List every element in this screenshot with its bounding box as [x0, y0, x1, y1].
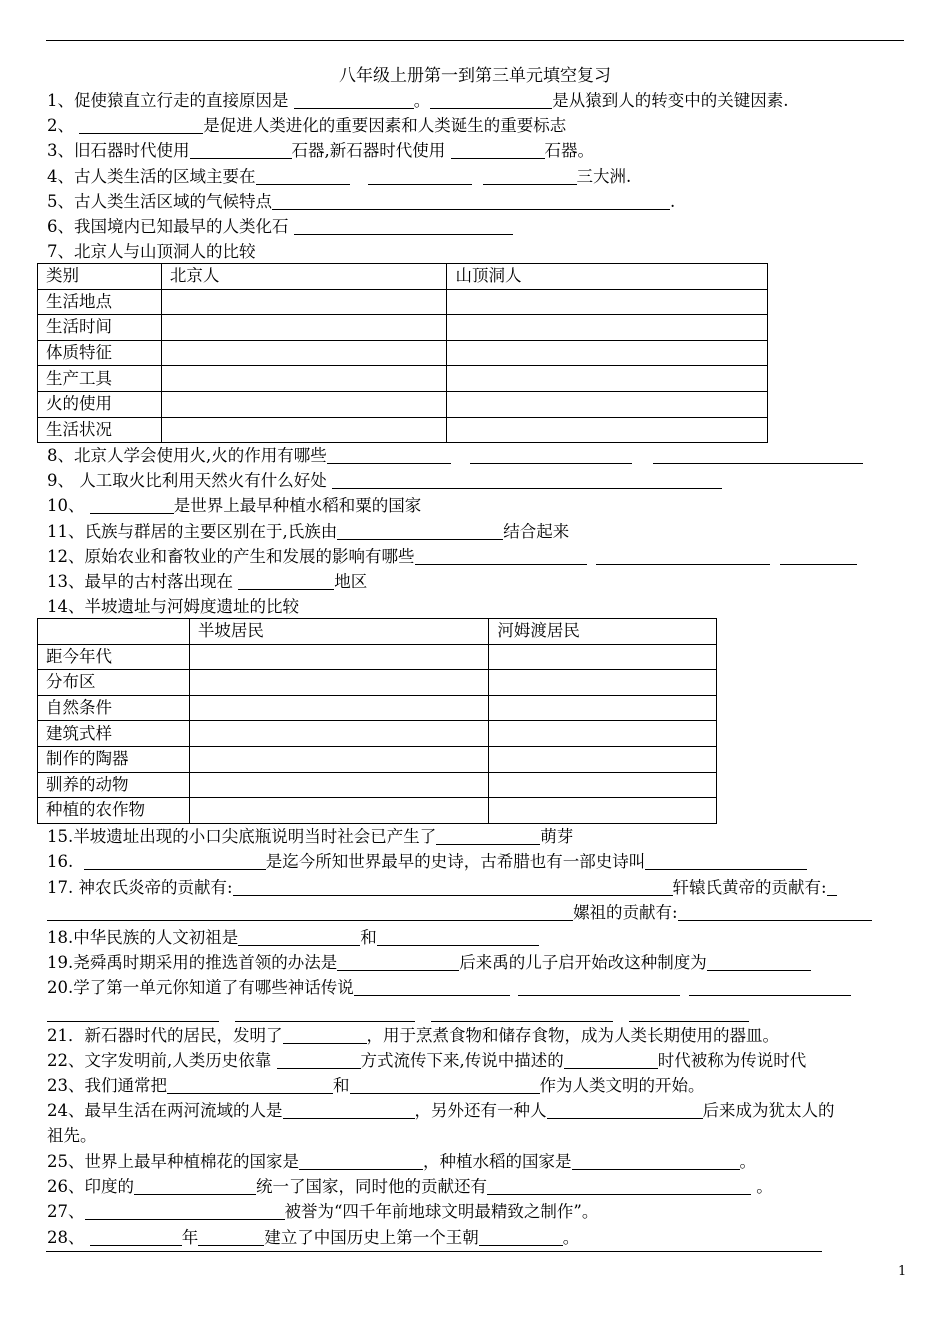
comparison-table-banpo-hemudu: [37, 618, 717, 824]
table-row: [38, 772, 717, 798]
q15-text-b: 萌芽: [540, 827, 574, 846]
q21-text-a: 21．新石器时代的居民，发明了: [47, 1026, 283, 1045]
answer-blank[interactable]: [134, 1177, 256, 1195]
answer-cell[interactable]: [489, 772, 717, 798]
answer-cell[interactable]: [161, 417, 447, 443]
q19-text-a: 19.尧舜禹时期采用的推选首领的办法是: [47, 953, 338, 972]
answer-blank[interactable]: [235, 1004, 415, 1022]
q21-text-b: ，用于烹煮食物和储存食物，成为人类长期使用的器皿。: [366, 1026, 779, 1045]
table-row: [38, 746, 717, 772]
q6-text-a: 6、我国境内已知最早的人类化石: [47, 217, 294, 236]
q19-text-b: 后来禹的儿子启开始改这种制度为: [459, 953, 707, 972]
answer-blank[interactable]: [368, 167, 472, 185]
header-cell: 类别: [38, 264, 162, 290]
answer-blank[interactable]: [47, 1004, 219, 1022]
q16-text-b: 是迄今所知世界最早的史诗，古希腊也有一部史诗叫: [265, 852, 646, 871]
q4-text-b: 三大洲.: [576, 167, 632, 186]
q4-text-a: 4、古人类生活的区域主要在: [47, 167, 256, 186]
table-row: [38, 644, 717, 670]
question-22: [47, 1050, 806, 1072]
q3-text-c: 石器。: [544, 141, 594, 160]
answer-cell[interactable]: [447, 340, 768, 366]
answer-cell[interactable]: [161, 366, 447, 392]
answer-blank[interactable]: [827, 878, 837, 896]
answer-blank[interactable]: [277, 1051, 361, 1069]
row-label: 火的使用: [38, 391, 162, 417]
table-row: [38, 417, 768, 443]
table-header-row: [38, 619, 717, 645]
answer-cell[interactable]: [189, 721, 488, 747]
q27-text-a: 27、: [47, 1202, 85, 1221]
answer-blank[interactable]: [332, 471, 722, 489]
question-13: [47, 571, 367, 593]
q28-text-a: 28、: [47, 1228, 90, 1247]
answer-blank[interactable]: [337, 522, 503, 540]
q22-text-a: 22、文字发明前,人类历史依靠: [47, 1051, 277, 1070]
answer-blank[interactable]: [629, 1004, 749, 1022]
table-row: [38, 798, 717, 824]
question-17-continued: [47, 902, 872, 924]
answer-cell[interactable]: [447, 366, 768, 392]
answer-blank[interactable]: [90, 1228, 182, 1246]
row-label: 距今年代: [38, 644, 190, 670]
answer-cell[interactable]: [161, 340, 447, 366]
answer-blank[interactable]: [645, 852, 807, 870]
q25-text-a: 25、世界上最早种植棉花的国家是: [47, 1152, 299, 1171]
table-row: [38, 289, 768, 315]
q15-text-a: 15.半坡遗址出现的小口尖底瓶说明当时社会已产生了: [47, 827, 437, 846]
row-label: 分布区: [38, 670, 190, 696]
q2-text-a: 2、: [47, 116, 80, 135]
answer-cell[interactable]: [489, 721, 717, 747]
q14-text-a: 14、半坡遗址与河姆度遗址的比较: [47, 597, 299, 616]
question-9: [47, 470, 722, 492]
row-label: 体质特征: [38, 340, 162, 366]
question-18: [47, 927, 539, 949]
table-row: [38, 315, 768, 341]
q1-text-a: 1、促使猿直立行走的直接原因是: [47, 91, 294, 110]
q10-text-a: 10、: [47, 496, 90, 515]
answer-cell[interactable]: [189, 644, 488, 670]
table-row: [38, 391, 768, 417]
question-6: [47, 216, 513, 238]
q25-text-b: ，种植水稻的国家是: [423, 1152, 572, 1171]
answer-cell[interactable]: [189, 695, 488, 721]
answer-blank[interactable]: [377, 928, 539, 946]
answer-blank[interactable]: [350, 1076, 540, 1094]
page-number: 1: [898, 1264, 907, 1279]
answer-blank[interactable]: [518, 978, 680, 996]
answer-blank[interactable]: [487, 1177, 751, 1195]
answer-cell[interactable]: [447, 391, 768, 417]
question-21: [47, 1025, 779, 1047]
q7-text-a: 7、北京人与山顶洞人的比较: [47, 242, 256, 261]
top-rule: [46, 40, 904, 41]
q10-text-b: 是世界上最早种植水稻和粟的国家: [173, 496, 422, 515]
header-cell: [38, 619, 190, 645]
q26-text-b: 统一了国家，同时他的贡献还有: [256, 1177, 487, 1196]
q25-text-c: 。: [739, 1152, 756, 1171]
q28-text-d: 。: [562, 1228, 580, 1247]
q2-text-b: 是促进人类进化的重要因素和人类诞生的重要标志: [203, 116, 567, 135]
q22-text-c: 时代被称为传说时代: [657, 1051, 807, 1070]
answer-cell[interactable]: [489, 695, 717, 721]
answer-blank[interactable]: [678, 903, 872, 921]
header-cell: 半坡居民: [189, 619, 488, 645]
answer-blank[interactable]: [780, 547, 857, 565]
q9-text-a: 9、 人工取火比利用天然火有什么好处: [47, 471, 332, 490]
answer-cell[interactable]: [447, 417, 768, 443]
answer-cell[interactable]: [189, 746, 488, 772]
answer-blank[interactable]: [354, 978, 510, 996]
q11-text-b: 结合起来: [503, 522, 570, 541]
q5-text-b: .: [670, 192, 676, 211]
q8-text-a: 8、北京人学会使用火,火的作用有哪些: [47, 446, 327, 465]
q12-text-a: 12、原始农业和畜牧业的产生和发展的影响有哪些: [47, 547, 415, 566]
q18-text-b: 和: [360, 928, 377, 947]
answer-blank[interactable]: [707, 953, 811, 971]
answer-blank[interactable]: [479, 1228, 563, 1246]
q1-text-c: 是从猿到人的转变中的关键因素.: [552, 91, 789, 110]
answer-cell[interactable]: [161, 315, 447, 341]
answer-cell[interactable]: [189, 772, 488, 798]
row-label: 自然条件: [38, 695, 190, 721]
answer-blank[interactable]: [564, 1051, 658, 1069]
q28-text-b: 年: [181, 1228, 199, 1247]
answer-blank[interactable]: [436, 827, 540, 845]
q28-text-c: 建立了中国历史上第一个王朝: [264, 1228, 479, 1247]
answer-blank[interactable]: [470, 446, 632, 464]
answer-blank[interactable]: [294, 217, 513, 235]
answer-blank[interactable]: [256, 167, 350, 185]
q24-text-b: ，另外还有一种人: [414, 1101, 547, 1120]
q23-text-c: 作为人类文明的开始。: [539, 1076, 705, 1095]
answer-blank[interactable]: [337, 953, 459, 971]
question-20: [47, 977, 851, 999]
table-row: [38, 695, 717, 721]
answer-cell[interactable]: [489, 798, 717, 824]
page-title: 八年级上册第一到第三单元填空复习: [339, 66, 611, 86]
q27-text-b: 被誉为“四千年前地球文明最精致之制作”。: [284, 1202, 599, 1221]
q23-text-b: 和: [333, 1076, 350, 1095]
answer-blank[interactable]: [233, 878, 673, 896]
q24-text-c: 后来成为犹太人的: [702, 1101, 835, 1120]
answer-blank[interactable]: [238, 928, 360, 946]
answer-blank[interactable]: [238, 572, 334, 590]
answer-blank[interactable]: [167, 1076, 333, 1094]
question-23: [47, 1075, 705, 1097]
q26-text-c: 。: [751, 1177, 773, 1196]
answer-blank[interactable]: [689, 978, 851, 996]
q13-text-b: 地区: [334, 572, 368, 591]
question-28: [47, 1227, 579, 1249]
answer-cell[interactable]: [189, 670, 488, 696]
answer-cell[interactable]: [161, 391, 447, 417]
q17-text-a: 17. 神农氏炎帝的贡献有:: [47, 878, 233, 897]
comparison-table-peking-upper-cave: [37, 263, 768, 443]
answer-blank[interactable]: [90, 496, 174, 514]
answer-cell[interactable]: [447, 315, 768, 341]
q26-text-a: 26、印度的: [47, 1177, 134, 1196]
question-20-continued: [47, 1003, 749, 1025]
header-cell: 河姆渡居民: [489, 619, 717, 645]
answer-cell[interactable]: [161, 289, 447, 315]
row-label: 建筑式样: [38, 721, 190, 747]
answer-cell[interactable]: [447, 289, 768, 315]
answer-blank[interactable]: [451, 141, 545, 159]
answer-blank[interactable]: [283, 1101, 415, 1119]
q5-text-a: 5、古人类生活区域的气候特点: [47, 192, 272, 211]
table-row: [38, 670, 717, 696]
question-4: [47, 166, 631, 188]
answer-blank[interactable]: [294, 91, 414, 109]
question-2: [47, 115, 566, 137]
answer-blank[interactable]: [327, 446, 451, 464]
answer-blank[interactable]: [431, 1004, 613, 1022]
question-26: [47, 1176, 773, 1198]
q23-text-a: 23、我们通常把: [47, 1076, 167, 1095]
answer-cell[interactable]: [489, 746, 717, 772]
q24-text-d: 祖先。: [47, 1126, 97, 1145]
answer-blank[interactable]: [84, 852, 266, 870]
question-8: [47, 445, 863, 467]
answer-cell[interactable]: [189, 798, 488, 824]
answer-cell[interactable]: [489, 670, 717, 696]
bottom-answer-line: [46, 1251, 822, 1252]
answer-blank[interactable]: [283, 1026, 367, 1044]
q3-text-a: 3、旧石器时代使用: [47, 141, 190, 160]
q20-text-a: 20.学了第一单元你知道了有哪些神话传说: [47, 978, 354, 997]
question-7: [47, 241, 256, 263]
question-14: [47, 596, 299, 618]
table-row: [38, 366, 768, 392]
question-16: [47, 851, 807, 873]
answer-blank[interactable]: [483, 167, 577, 185]
answer-blank[interactable]: [547, 1101, 703, 1119]
row-label: 种植的农作物: [38, 798, 190, 824]
question-11: [47, 521, 569, 543]
question-1: [47, 90, 789, 112]
question-25: [47, 1151, 756, 1173]
row-label: 生活状况: [38, 417, 162, 443]
answer-blank[interactable]: [198, 1228, 264, 1246]
q13-text-a: 13、最早的古村落出现在: [47, 572, 239, 591]
row-label: 生活地点: [38, 289, 162, 315]
q18-text-a: 18.中华民族的人文初祖是: [47, 928, 239, 947]
table-row: [38, 340, 768, 366]
header-cell: 山顶洞人: [447, 264, 768, 290]
q16-text-a: 16.: [47, 852, 84, 871]
answer-blank[interactable]: [47, 903, 573, 921]
question-17: [47, 877, 837, 899]
answer-blank[interactable]: [85, 1202, 285, 1220]
question-19: [47, 952, 811, 974]
q17-text-b: 轩辕氏黄帝的贡献有:: [672, 878, 827, 897]
answer-blank[interactable]: [596, 547, 770, 565]
question-3: [47, 140, 594, 162]
answer-blank[interactable]: [430, 91, 552, 109]
row-label: 制作的陶器: [38, 746, 190, 772]
q1-text-b: 。: [413, 91, 431, 110]
answer-blank[interactable]: [653, 446, 863, 464]
q22-text-b: 方式流传下来,传说中描述的: [360, 1051, 564, 1070]
answer-blank[interactable]: [415, 547, 587, 565]
answer-blank[interactable]: [299, 1152, 423, 1170]
question-10: [47, 495, 421, 517]
table-header-row: [38, 264, 768, 290]
question-24-continued: [47, 1125, 97, 1147]
q3-text-b: 石器,新石器时代使用: [291, 141, 451, 160]
row-label: 生产工具: [38, 366, 162, 392]
row-label: 驯养的动物: [38, 772, 190, 798]
answer-cell[interactable]: [489, 644, 717, 670]
answer-blank[interactable]: [572, 1152, 740, 1170]
row-label: 生活时间: [38, 315, 162, 341]
question-27: [47, 1201, 598, 1223]
question-5: [47, 191, 675, 213]
q11-text-a: 11、氏族与群居的主要区别在于,氏族由: [47, 522, 338, 541]
header-cell: 北京人: [161, 264, 447, 290]
answer-blank[interactable]: [79, 116, 203, 134]
q17-text-c: 嫘祖的贡献有:: [573, 903, 678, 922]
question-24: [47, 1100, 835, 1122]
table-row: [38, 721, 717, 747]
question-15: [47, 826, 573, 848]
answer-blank[interactable]: [190, 141, 292, 159]
answer-blank[interactable]: [272, 192, 670, 210]
q24-text-a: 24、最早生活在两河流域的人是: [47, 1101, 283, 1120]
question-12: [47, 546, 857, 568]
